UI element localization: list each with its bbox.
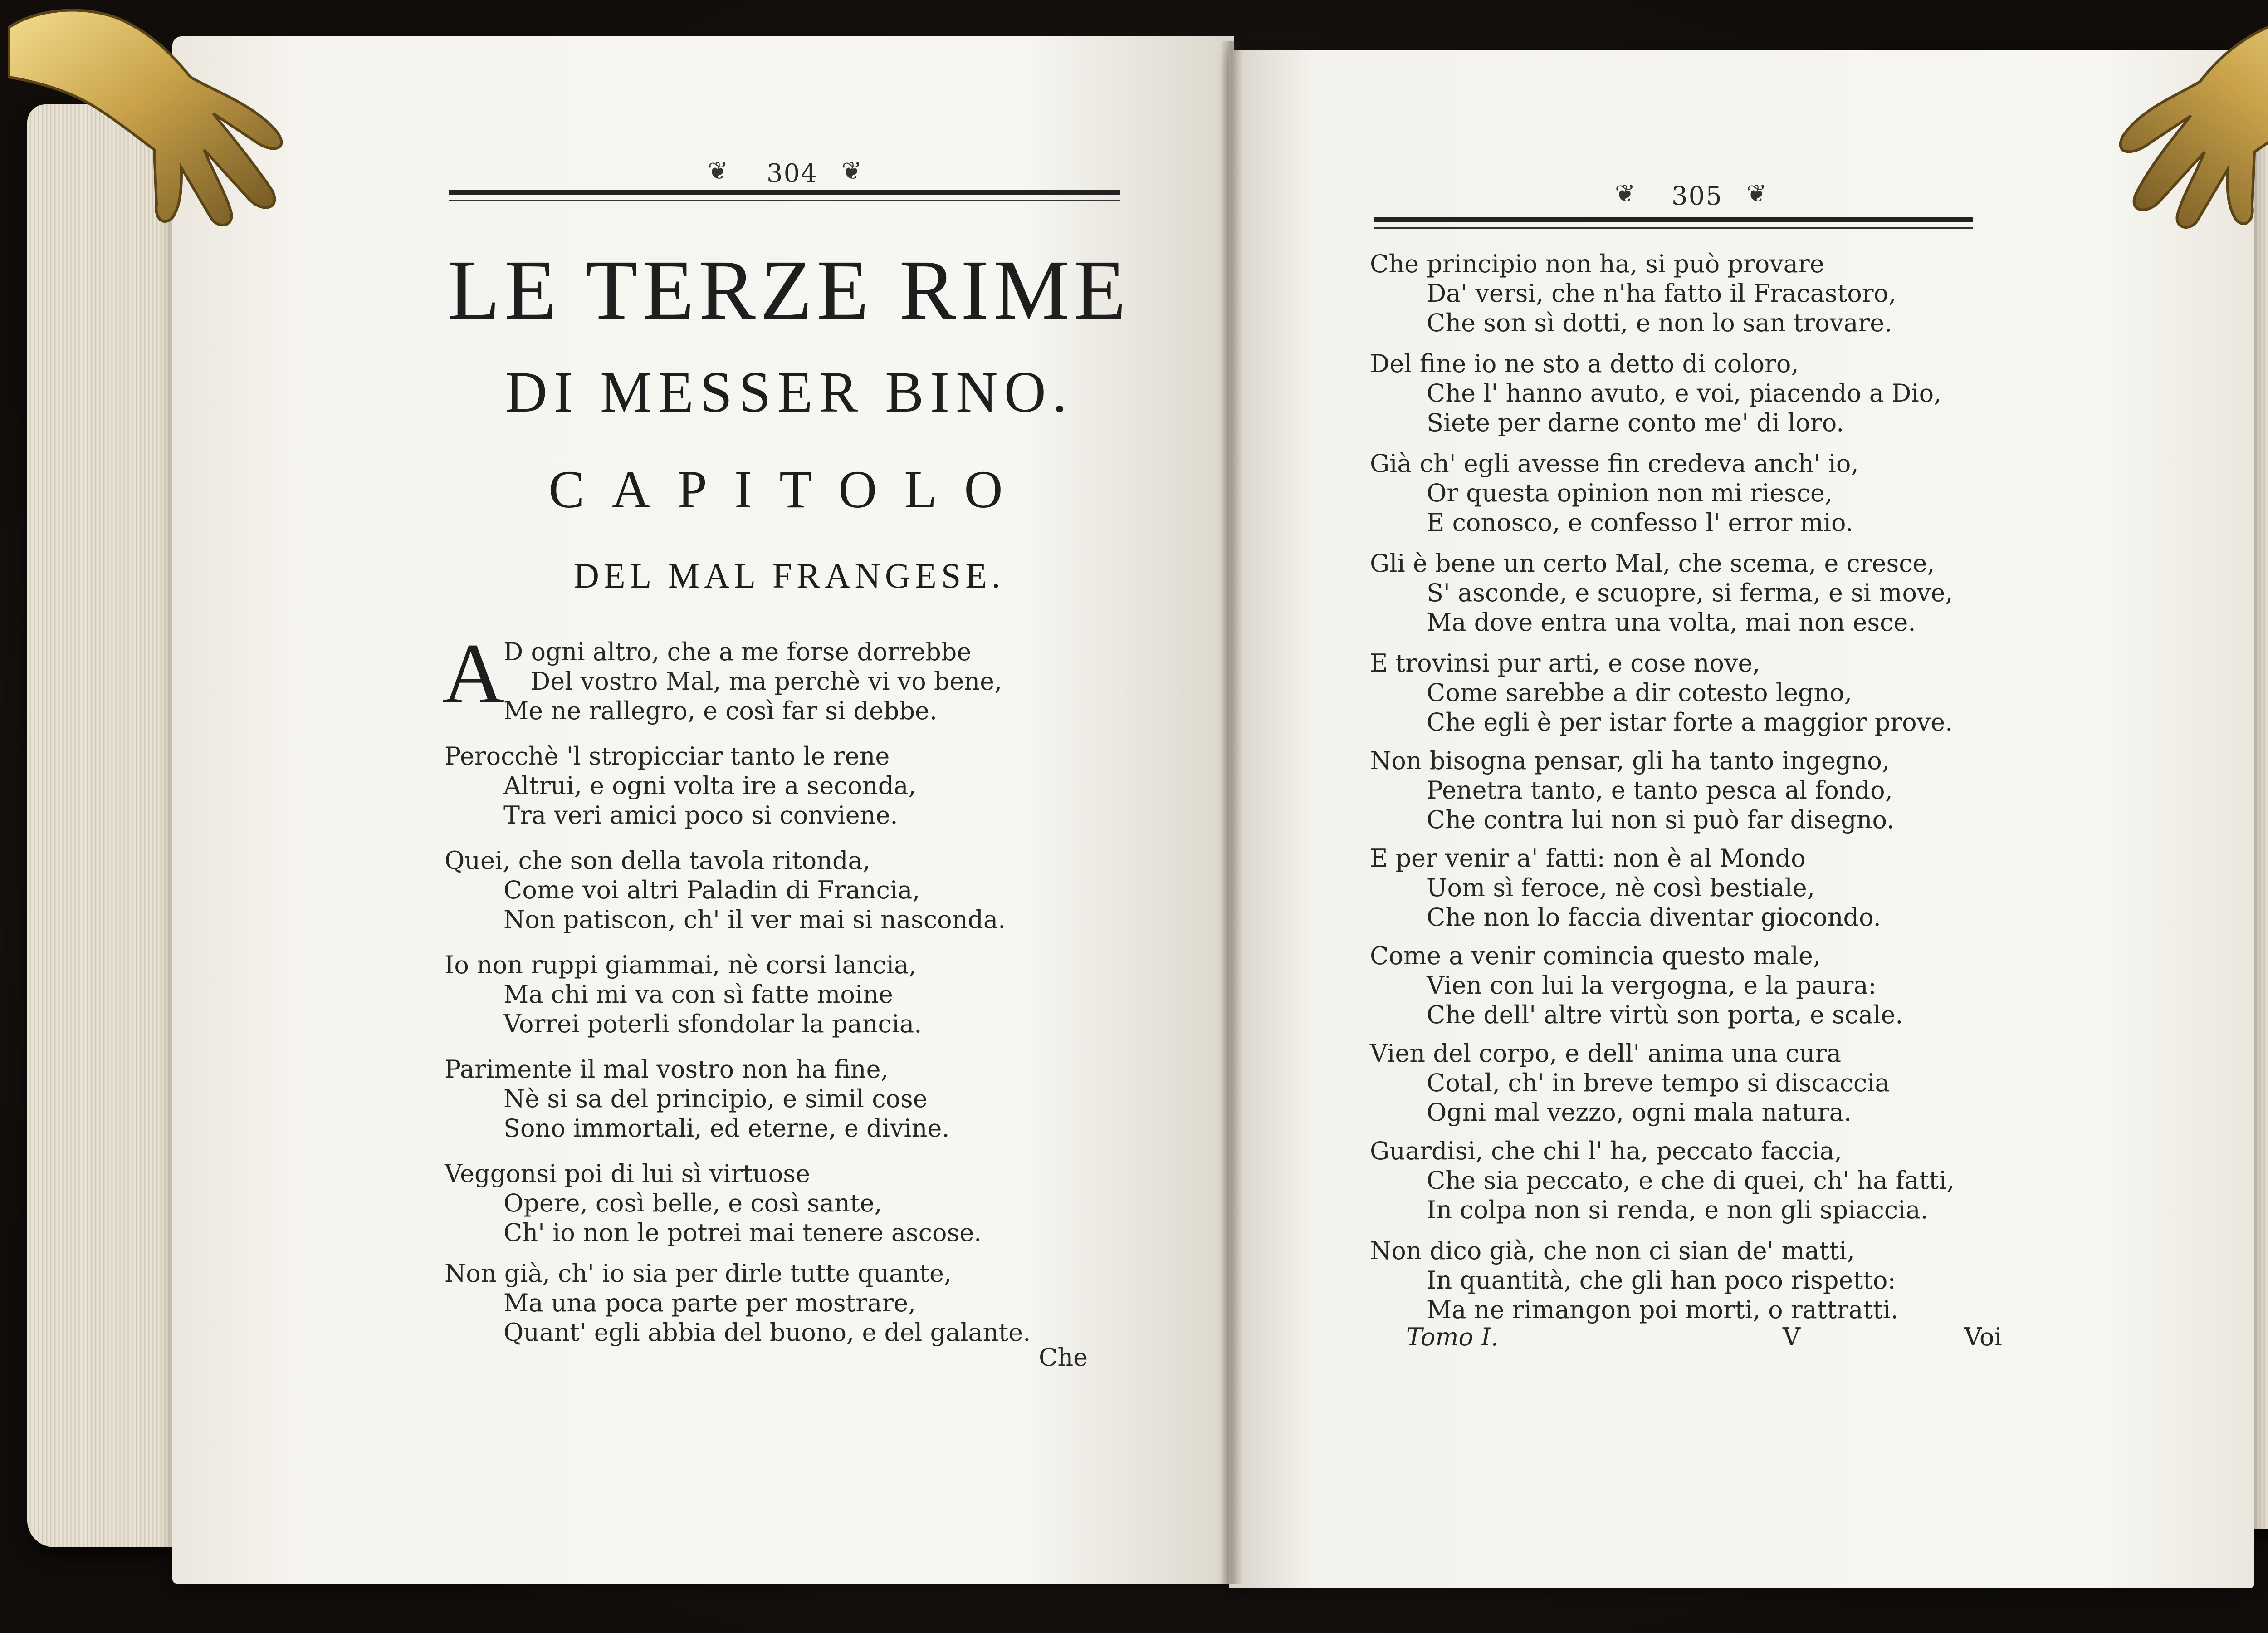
verse-line: Veggonsi poi di lui sì virtuose (445, 1159, 810, 1188)
verse-line: Non dico già, che non ci sian de' matti, (1370, 1236, 1855, 1265)
verse-line: Non bisogna pensar, gli ha tanto ingegno, (1370, 746, 1890, 775)
catchword-right: Voi (1964, 1323, 2002, 1351)
verse-line: Vorrei poterli sfondolar la pancia. (503, 1010, 922, 1038)
verse-line: Ma una poca parte per mostrare, (503, 1289, 916, 1317)
title-line-2: DI MESSER BINO. (505, 360, 1073, 424)
verse-line: Non patiscon, ch' il ver mai si nasconda. (503, 905, 1006, 934)
fleuron-ornament-icon: ❦ (841, 157, 862, 185)
book-gutter (1220, 41, 1243, 1584)
verse-line: Sono immortali, ed eterne, e divine. (503, 1114, 950, 1143)
verse-line: Nè si sa del principio, e simil cose (503, 1084, 928, 1113)
title-capitolo: CAPITOLO (548, 460, 1030, 519)
verse-line: Che dell' altre virtù son porta, e scale. (1427, 1000, 1903, 1029)
signature-mark: V (1783, 1323, 1800, 1351)
verse-line: Che l' hanno avuto, e voi, piacendo a Dio, (1427, 379, 1942, 407)
brass-hand-right-icon (2114, 0, 2268, 254)
verse-line: Vien del corpo, e dell' anima una cura (1370, 1039, 1842, 1068)
signature-tomo: Tomo I. (1406, 1323, 1499, 1351)
verse-line: S' asconde, e scuopre, si ferma, e si move, (1427, 579, 1953, 607)
fleuron-ornament-icon: ❦ (1615, 179, 1636, 208)
verse-line: In colpa non si renda, e non gli spiaccia. (1427, 1196, 1928, 1224)
verse-line: E per venir a' fatti: non è al Mondo (1370, 844, 1806, 873)
verse-line: Ma dove entra una volta, mai non esce. (1427, 608, 1916, 637)
verse-line: Guardisi, che chi l' ha, peccato faccia, (1370, 1137, 1843, 1165)
verse-line: In quantità, che gli han poco rispetto: (1427, 1266, 1896, 1295)
header-rule-left (449, 190, 1120, 195)
brass-hand-left-icon (0, 0, 299, 236)
verse-line: Che egli è per istar forte a maggior prove. (1427, 708, 1953, 736)
catchword-left: Che (1039, 1343, 1088, 1372)
header-rule-right-thin (1374, 227, 1973, 229)
verse-line: Cotal, ch' in breve tempo si discaccia (1427, 1069, 1890, 1097)
verse-line: Penetra tanto, e tanto pesca al fondo, (1427, 776, 1893, 804)
page-number-left: 304 (767, 159, 818, 188)
verse-line: D ogni altro, che a me forse dorrebbe (503, 638, 972, 666)
page-number-right: 305 (1672, 181, 1723, 211)
title-subject: DEL MAL FRANGESE. (573, 556, 1005, 595)
verse-line: Che non lo faccia diventar giocondo. (1427, 903, 1881, 932)
verse-line: Ma ne rimangon poi morti, o rattratti. (1427, 1295, 1899, 1324)
verse-line: Da' versi, che n'ha fatto il Fracastoro, (1427, 279, 1897, 308)
verse-line: Del fine io ne sto a detto di coloro, (1370, 349, 1799, 378)
page-block-edge-left (27, 104, 177, 1547)
verse-line: Gli è bene un certo Mal, che scema, e cresce, (1370, 549, 1935, 578)
verse-line: Non già, ch' io sia per dirle tutte quante, (445, 1259, 952, 1288)
header-rule-left-thin (449, 200, 1120, 201)
verse-line: Ogni mal vezzo, ogni mala natura. (1427, 1098, 1852, 1127)
drop-cap: A (442, 626, 505, 721)
verse-line: Ma chi mi va con sì fatte moine (503, 980, 893, 1009)
verse-line: Che principio non ha, si può provare (1370, 250, 1824, 278)
verse-line: Che contra lui non si può far disegno. (1427, 805, 1895, 834)
verse-line: Opere, così belle, e così sante, (503, 1189, 882, 1217)
title-line-1: LE TERZE RIME (448, 242, 1131, 337)
fleuron-ornament-icon: ❦ (1746, 179, 1767, 208)
verse-line: Siete per darne conto me' di loro. (1427, 408, 1844, 437)
verse-line: Io non ruppi giammai, nè corsi lancia, (445, 951, 917, 979)
verse-line: E trovinsi pur arti, e cose nove, (1370, 649, 1760, 677)
verse-line: Uom sì feroce, nè così bestiale, (1427, 873, 1815, 902)
verse-line: Già ch' egli avesse fin credeva anch' io, (1370, 449, 1859, 478)
fleuron-ornament-icon: ❦ (708, 157, 728, 185)
header-rule-right (1374, 217, 1973, 222)
verse-line: Parimente il mal vostro non ha fine, (445, 1055, 889, 1084)
verse-line: Vien con lui la vergogna, e la paura: (1427, 971, 1877, 1000)
verse-line: Altrui, e ogni volta ire a seconda, (503, 771, 916, 800)
verse-line: Del vostro Mal, ma perchè vi vo bene, (531, 667, 1002, 696)
verse-line: Come sarebbe a dir cotesto legno, (1427, 678, 1853, 707)
verse-line: Or questa opinion non mi riesce, (1427, 479, 1833, 507)
verse-line: Perocchè 'l stropicciar tanto le rene (445, 742, 890, 770)
verse-line: Che son sì dotti, e non lo san trovare. (1427, 309, 1892, 337)
verse-line: Come voi altri Paladin di Francia, (503, 876, 920, 904)
verse-line: Ch' io non le potrei mai tenere ascose. (503, 1218, 982, 1247)
verse-line: Tra veri amici poco si conviene. (503, 801, 898, 829)
verse-line: Me ne rallegro, e così far si debbe. (503, 696, 938, 725)
verse-line: E conosco, e confesso l' error mio. (1427, 508, 1853, 537)
verse-line: Come a venir comincia questo male, (1370, 942, 1821, 970)
verse-line: Che sia peccato, e che di quei, ch' ha fatti, (1427, 1166, 1955, 1195)
verse-line: Quei, che son della tavola ritonda, (445, 846, 870, 875)
verse-line: Quant' egli abbia del buono, e del galante. (503, 1318, 1031, 1347)
